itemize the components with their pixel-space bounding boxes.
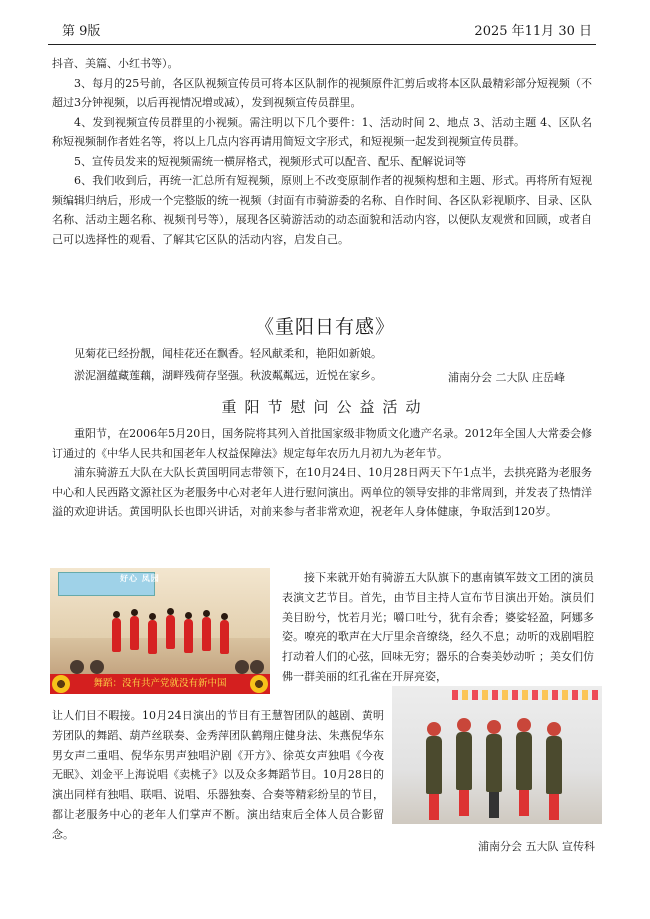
singer (426, 736, 442, 794)
article-paragraph-3b-text: 让人们目不暇接。10月24日演出的节目有王慧智团队的越剧、黄明芳团队的舞蹈、葫芦丝联奏、金秀萍团队鹤翔庄健身法、朱燕倪华东男女声二重唱、倪华东男声独唱沪剧《开方》、徐英女声独唱《今夜无眠》、刘金平上海说唱《卖桃子》以及众多舞蹈节目。10月28日的演出同样有独唱、联唱、说唱、乐器独奏、合奏等精彩纷呈的节目，都让老服务中心的老年人们掌声不断。演出结束后全体人员合影留念。 (52, 709, 384, 841)
photo-caption: 好心 凤园 (120, 574, 160, 583)
dancer (202, 617, 211, 651)
singer (456, 732, 472, 790)
article-paragraph-3a-text: 接下来就开始有骑游五大队旗下的惠南镇军鼓文工团的演员表演文艺节目。首先，由节目主持人宣布节目演出开始。演员们美目盼兮，忱若月光；嚼口吐兮，犹有余香；婆娑轻盈，阿娜多姿。嘹亮的歌声在大厅里余音缭绕，经久不息；动听的戏剧唱腔打动着人们的心弦，回味无穷；器乐的合奏美妙动听 ；美女们仿佛一群美丽的红孔雀在开屏亮姿， (282, 571, 594, 683)
guideline-6: 6、我们收到后，再统一汇总所有短视频，原则上不改变原制作者的视频构想和主题、形式。再将所有短视频编辑归纳后，形成一个完整版的统一视频（封面有市骑游委的名称、自作时间、各区队彩视顺序、目录、区队名称、活动主题名称、视频刊号等），展现各区骑游活动的动态面貌和活动内容，以便队友观赏和回顾，或者自己可以选择性的观看、了解其它区队的活动内容，启发自己。 (52, 174, 592, 246)
dancer (112, 618, 121, 652)
sunflower-icon (52, 675, 70, 693)
audience-member (250, 660, 264, 674)
singer (486, 734, 502, 792)
page-header (48, 18, 596, 45)
audience-member (70, 660, 84, 674)
article-title: 重阳节慰问公益活动 (221, 398, 429, 416)
singer (516, 732, 532, 790)
article-paragraph-3a (282, 568, 594, 687)
dancer (166, 615, 175, 649)
poem-line-1: 见菊花已经扮靓，闻桂花还在飘香。轻风献柔和，艳阳如新娘。 (74, 347, 382, 360)
video-guidelines (52, 54, 592, 249)
dancer (184, 619, 193, 653)
article-paragraph-1: 重阳节，在2006年5月20日，国务院将其列入首批国家级非物质文化遗产名录。2012年全国人大常委会修订通过的《中华人民共和国老年人权益保障法》规定每年农历九月初九为老年节。 (52, 427, 592, 460)
article-paragraph-2: 浦东骑游五大队在大队长黄国明同志带领下，在10月24日、10月28日两天下午1点半，去拱亮路为老服务中心和人民西路文源社区为老服务中心对老年人进行慰问演出。两单位的领导安排的非常周到，并发表了热情洋溢的欢迎讲话。黄国明队长也即兴讲话，对前来参与者非常欢迎，祝老年人身体健康，争取活到120岁。 (52, 466, 592, 518)
article-paragraph-3b (52, 706, 384, 845)
guideline-4: 4、发到视频宣传员群里的小视频。需注明以下几个要件：1、活动时间 2、地点 3、活动主题 4、区队名称短视频制作者姓名等，将以上几点内容再请用简短文字形式，和短视频一起发到视频宣传员群。 (52, 115, 592, 148)
photo-banner: 舞蹈：没有共产党就没有新中国 (50, 674, 270, 694)
issue-date: 2025 年11月 30 日 (474, 24, 592, 39)
article-body (52, 424, 592, 522)
guideline-5: 5、宣传员发来的短视频需统一横屏格式，视频形式可以配音、配乐、配解说词等 (74, 154, 466, 168)
dancer (130, 616, 139, 650)
singers-performance-photo (392, 686, 602, 824)
bunting-flags (452, 690, 602, 700)
dance-performance-photo (50, 568, 270, 694)
poem-author: 浦南分会 二大队 庄岳峰 (448, 371, 565, 384)
singer (546, 736, 562, 794)
edition-number: 第 9版 (62, 24, 101, 39)
article-signature: 浦南分会 五大队 宣传科 (478, 840, 595, 853)
poem-line-2: 淤泥涸蕴藏莲藕，湖畔残荷存坚强。秋波粼粼远，近悦在家乡。 (74, 369, 382, 382)
audience-member (235, 660, 249, 674)
guideline-3: 3、每月的25号前，各区队视频宣传员可将本区队制作的视频原件汇剪后或将本区队最精彩部分短视频（不超过3分钟视频，以后再视情况增或减），发到视频宣传员群里。 (52, 76, 592, 109)
poem-title: 《重阳日有感》 (254, 316, 395, 338)
sunflower-icon (250, 675, 268, 693)
dancer (220, 620, 229, 654)
dancer (148, 620, 157, 654)
guideline-continuation: 抖音、美篇、小红书等）。 (52, 57, 179, 70)
audience-member (90, 660, 104, 674)
